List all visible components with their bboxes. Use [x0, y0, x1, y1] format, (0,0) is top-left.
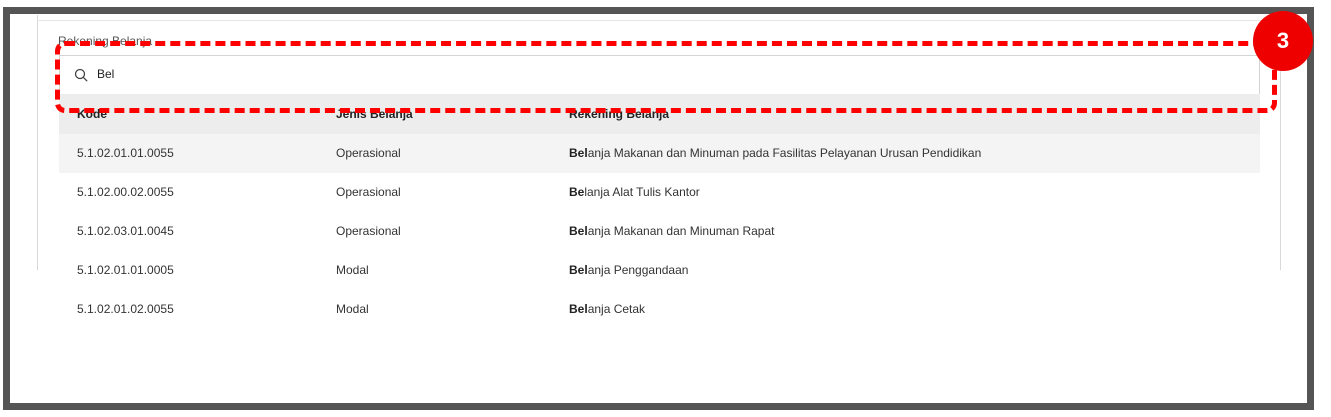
table-row[interactable]: [59, 212, 1260, 251]
results-table: [59, 94, 1260, 329]
row-kode: 5.1.02.01.01.0005: [77, 263, 174, 277]
row-rekening: [569, 251, 688, 290]
row-kode: 5.1.02.01.02.0055: [77, 302, 174, 316]
table-row[interactable]: [59, 251, 1260, 290]
table-header: [59, 94, 1260, 134]
search-icon: [74, 68, 88, 82]
search-input[interactable]: [59, 55, 1260, 94]
row-rekening: [569, 290, 645, 329]
row-jenis: Operasional: [336, 224, 401, 238]
row-kode: 5.1.02.00.02.0055: [77, 185, 174, 199]
table-row[interactable]: [59, 134, 1260, 173]
search-match: Bel: [569, 263, 588, 277]
column-header-jenis-belanja: Jenis Belanja: [336, 107, 413, 121]
row-rekening-rest: anja Cetak: [587, 302, 646, 316]
panel-left-border: [37, 15, 38, 270]
row-rekening-rest: lanja Alat Tulis Kantor: [584, 185, 700, 199]
search-match: Bel: [569, 146, 588, 160]
row-rekening-rest: anja Makanan dan Minuman Rapat: [587, 224, 775, 238]
row-jenis: Operasional: [336, 146, 401, 160]
field-label: Rekening Belanja: [58, 34, 153, 48]
search-value[interactable]: Bel: [97, 67, 115, 81]
row-rekening: [569, 134, 981, 173]
row-kode: 5.1.02.01.01.0055: [77, 146, 174, 160]
row-rekening: [569, 173, 700, 212]
table-row[interactable]: [59, 173, 1260, 212]
column-header-rekening-belanja: Rekening Belanja: [569, 107, 670, 121]
search-match: Bel: [569, 302, 588, 316]
row-rekening-rest: anja Makanan dan Minuman pada Fasilitas Pelayanan Urusan Pendidikan: [587, 146, 982, 160]
row-rekening-rest: anja Penggandaan: [587, 263, 689, 277]
panel-top-border: [37, 20, 1281, 21]
table-row[interactable]: [59, 290, 1260, 329]
search-match: Be: [569, 185, 585, 199]
row-rekening: [569, 212, 774, 251]
step-number-badge: 3: [1253, 11, 1313, 71]
row-jenis: Modal: [336, 263, 369, 277]
row-jenis: Modal: [336, 302, 369, 316]
column-header-kode: Kode: [77, 107, 107, 121]
row-kode: 5.1.02.03.01.0045: [77, 224, 174, 238]
search-match: Bel: [569, 224, 588, 238]
row-jenis: Operasional: [336, 185, 401, 199]
